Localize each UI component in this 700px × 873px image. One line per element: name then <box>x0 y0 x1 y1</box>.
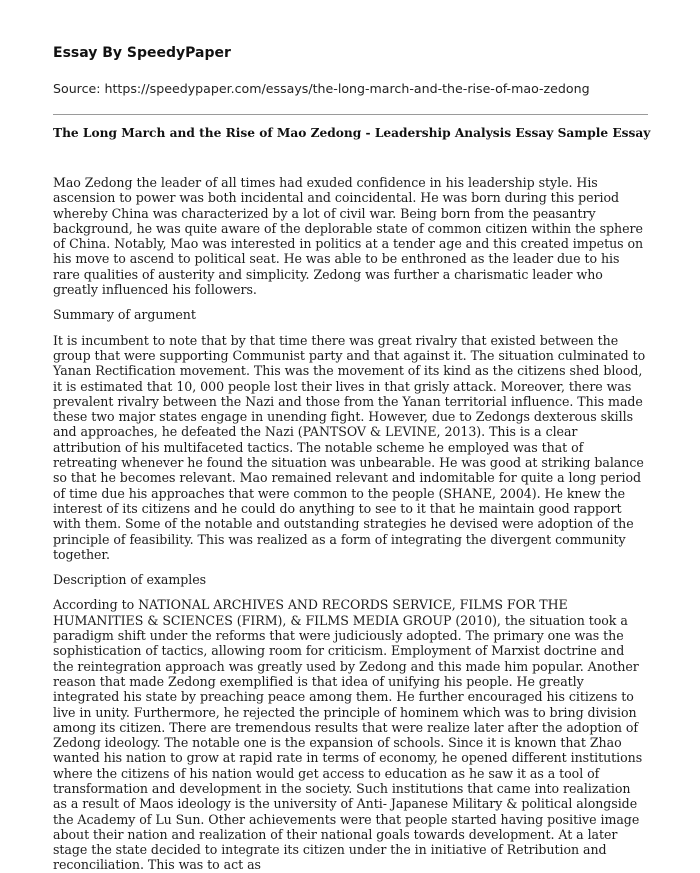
brand-heading: Essay By SpeedyPaper <box>53 45 231 61</box>
section-heading-summary: Summary of argument <box>53 307 196 323</box>
section-heading-examples: Description of examples <box>53 572 207 588</box>
header-divider <box>53 114 648 115</box>
essay-body <box>53 175 648 873</box>
paragraph-examples: According to NATIONAL ARCHIVES AND RECORDS SERVICE, FILMS FOR THE HUMANITIES & SCIENCES (FIRM), & FILMS MEDIA GROUP (2010), the situation took a paradigm shift under the reforms that were judiciously adopted. The primary one was the sophistication of tactics, allowing room for criticism. Employment of Marxist doctrine and the reintegration approach was greatly used by Zedong and this made him popular. Another reason that made Zedong exemplified is that idea of unifying his people. He greatly integrated his state by preaching peace among them. He further encouraged his citizens to live in unity. Furthermore, he rejected the principle of hominem which was to bring division among its citizen. There are tremendous results that were realize later after the adoption of Zedong ideology. The notable one is the expansion of schools. Since it is known that Zhao wanted his nation to grow at rapid rate in terms of economy, he opened different institutions where the citizens of his nation would get access to education as he saw it as a tool of transformation and development in the society. Such institutions that came into realization as a result of Maos ideology is the university of Anti- Japanese Military & political alongside the Academy of Lu Sun. Other achievements were that people started having positive image about their nation and realization of their national goals towards development. At a later stage the state decided to integrate its citizen under the in initiative of Retribution and reconciliation. This was to act as <box>53 597 643 873</box>
paragraph-summary: It is incumbent to note that by that time there was great rivalry that existed between the group that were supporting Communist party and that against it. The situation culminated to Yanan Rectification movement. This was the movement of its kind as the citizens shed blood, it is estimated that 10, 000 people lost their lives in that grisly attack. Moreover, there was prevalent rivalry between the Nazi and those from the Yanan territorial influence. This made these two major states engage in unending fight. However, due to Zedongs dexterous skills and approaches, he defeated the Nazi (PANTSOV & LEVINE, 2013). This is a clear attribution of his multifaceted tactics. The notable scheme he employed was that of retreating whenever he found the situation was unbearable. He was good at striking balance so that he becomes relevant. Mao remained relevant and indomitable for quite a long period of time due his approaches that were common to the people (SHANE, 2004). He knew the interest of its citizens and he could do anything to see to it that he maintain good rapport with them. Some of the notable and outstanding strategies he devised were adoption of the principle of feasibility. This was realized as a form of integrating the divergent community together. <box>53 332 646 562</box>
source-line: Source: https://speedypaper.com/essays/the-long-march-and-the-rise-of-mao-zedong <box>53 81 590 96</box>
paragraph-intro: Mao Zedong the leader of all times had exuded confidence in his leadership style. His ascension to power was both incidental and coincidental. He was born during this period whereby China was characterized by a lot of civil war. Being born from the peasantry background, he was quite aware of the deplorable state of common citizen within the sphere of China. Notably, Mao was interested in politics at a tender age and this created impetus on his move to ascend to political seat. He was able to be enthroned as the leader due to his rare qualities of austerity and simplicity. Zedong was further a charismatic leader who greatly influenced his followers. <box>53 175 644 298</box>
essay-title: The Long March and the Rise of Mao Zedong - Leadership Analysis Essay Sample Essay <box>53 126 651 140</box>
